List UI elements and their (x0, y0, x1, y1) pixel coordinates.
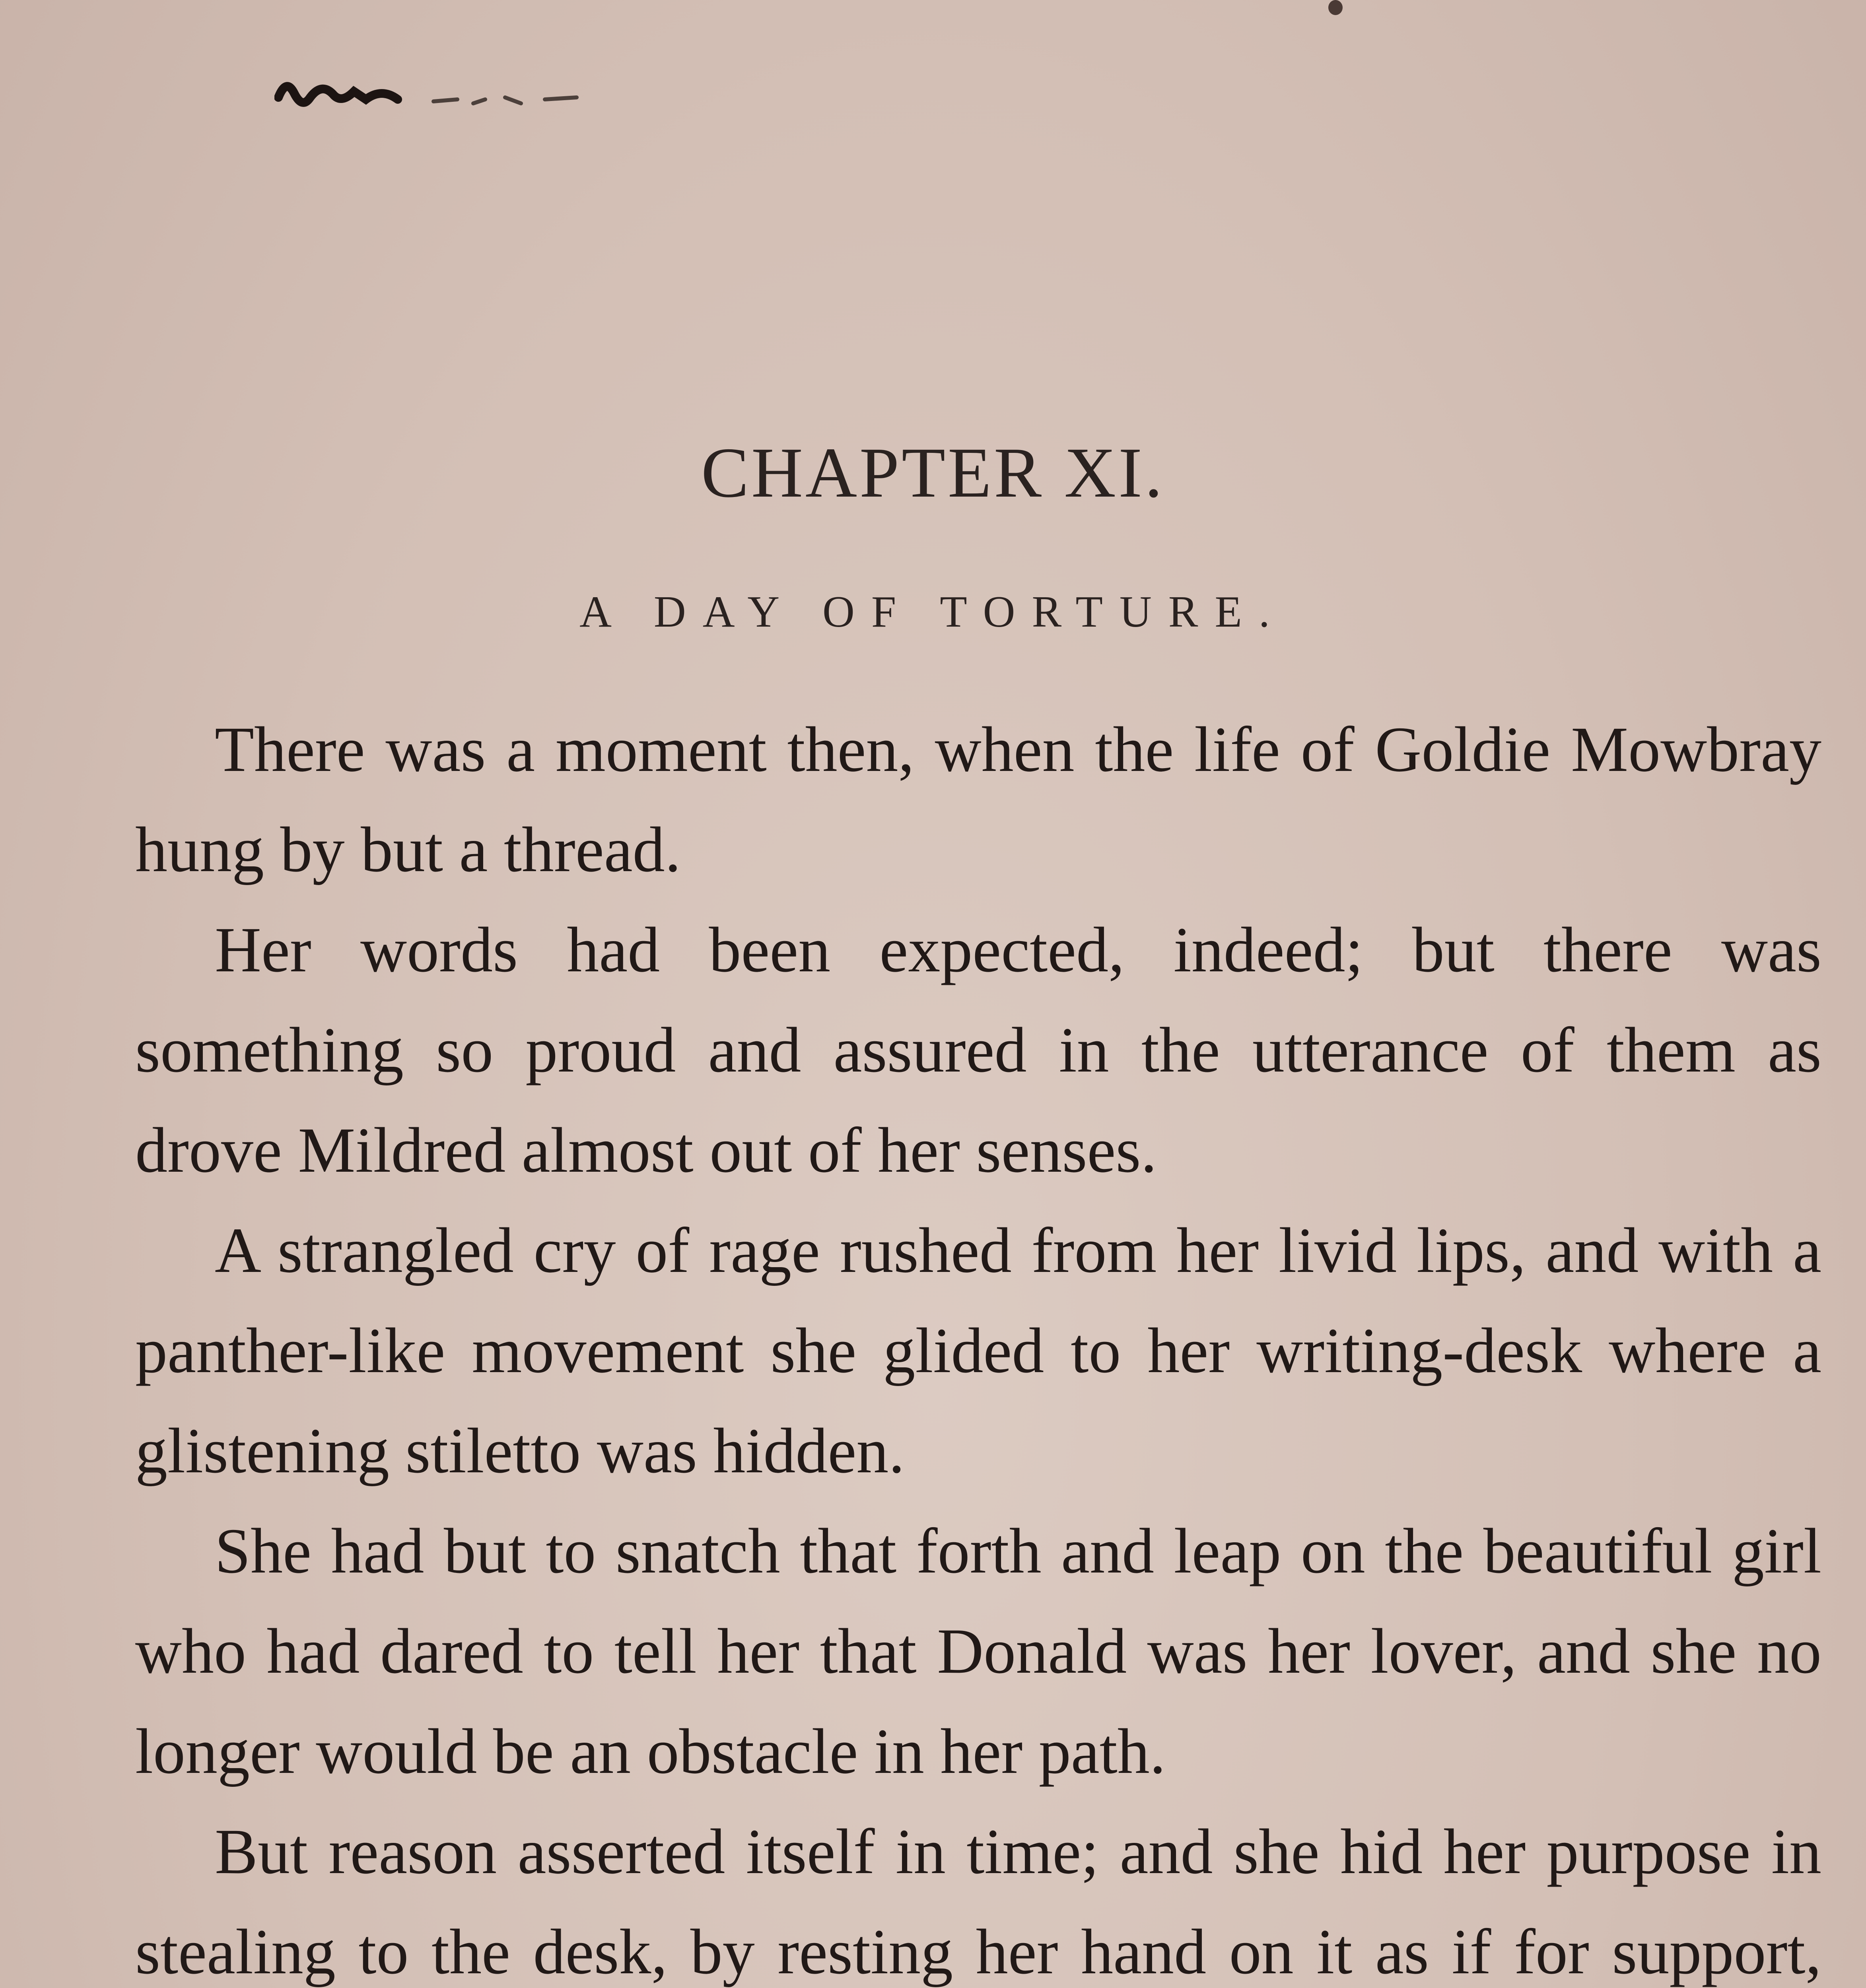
chapter-title: CHAPTER XI. (701, 433, 1165, 512)
paragraph: A strangled cry of rage rushed from her livid lips, and with a panther-like movement she glided to her writing-desk where a glistening stiletto was hidden. (135, 1215, 1821, 1487)
paragraph: But reason asserted itself in time; and she hid her purpose in stealing to the desk, by resting her hand on it as if for support, (135, 1816, 1821, 1988)
paragraph: There was a moment then, when the life of Goldie Mowbray hung by but a thread. (135, 714, 1821, 885)
chapter-subtitle: A DAY OF TORTURE. (579, 587, 1287, 637)
paragraph: She had but to snatch that forth and leap on the beautiful girl who had dared to tell her that Donald was her lover, and she no longer would be an obstacle in her path. (135, 1516, 1821, 1787)
chapter-body (135, 700, 1821, 1988)
paragraph: Her words had been expected, indeed; but there was something so proud and assured in the utterance of them as drove Mildred almost out of her senses. (135, 914, 1821, 1186)
ink-spot (1328, 0, 1343, 15)
handwritten-scrawl (274, 70, 632, 113)
